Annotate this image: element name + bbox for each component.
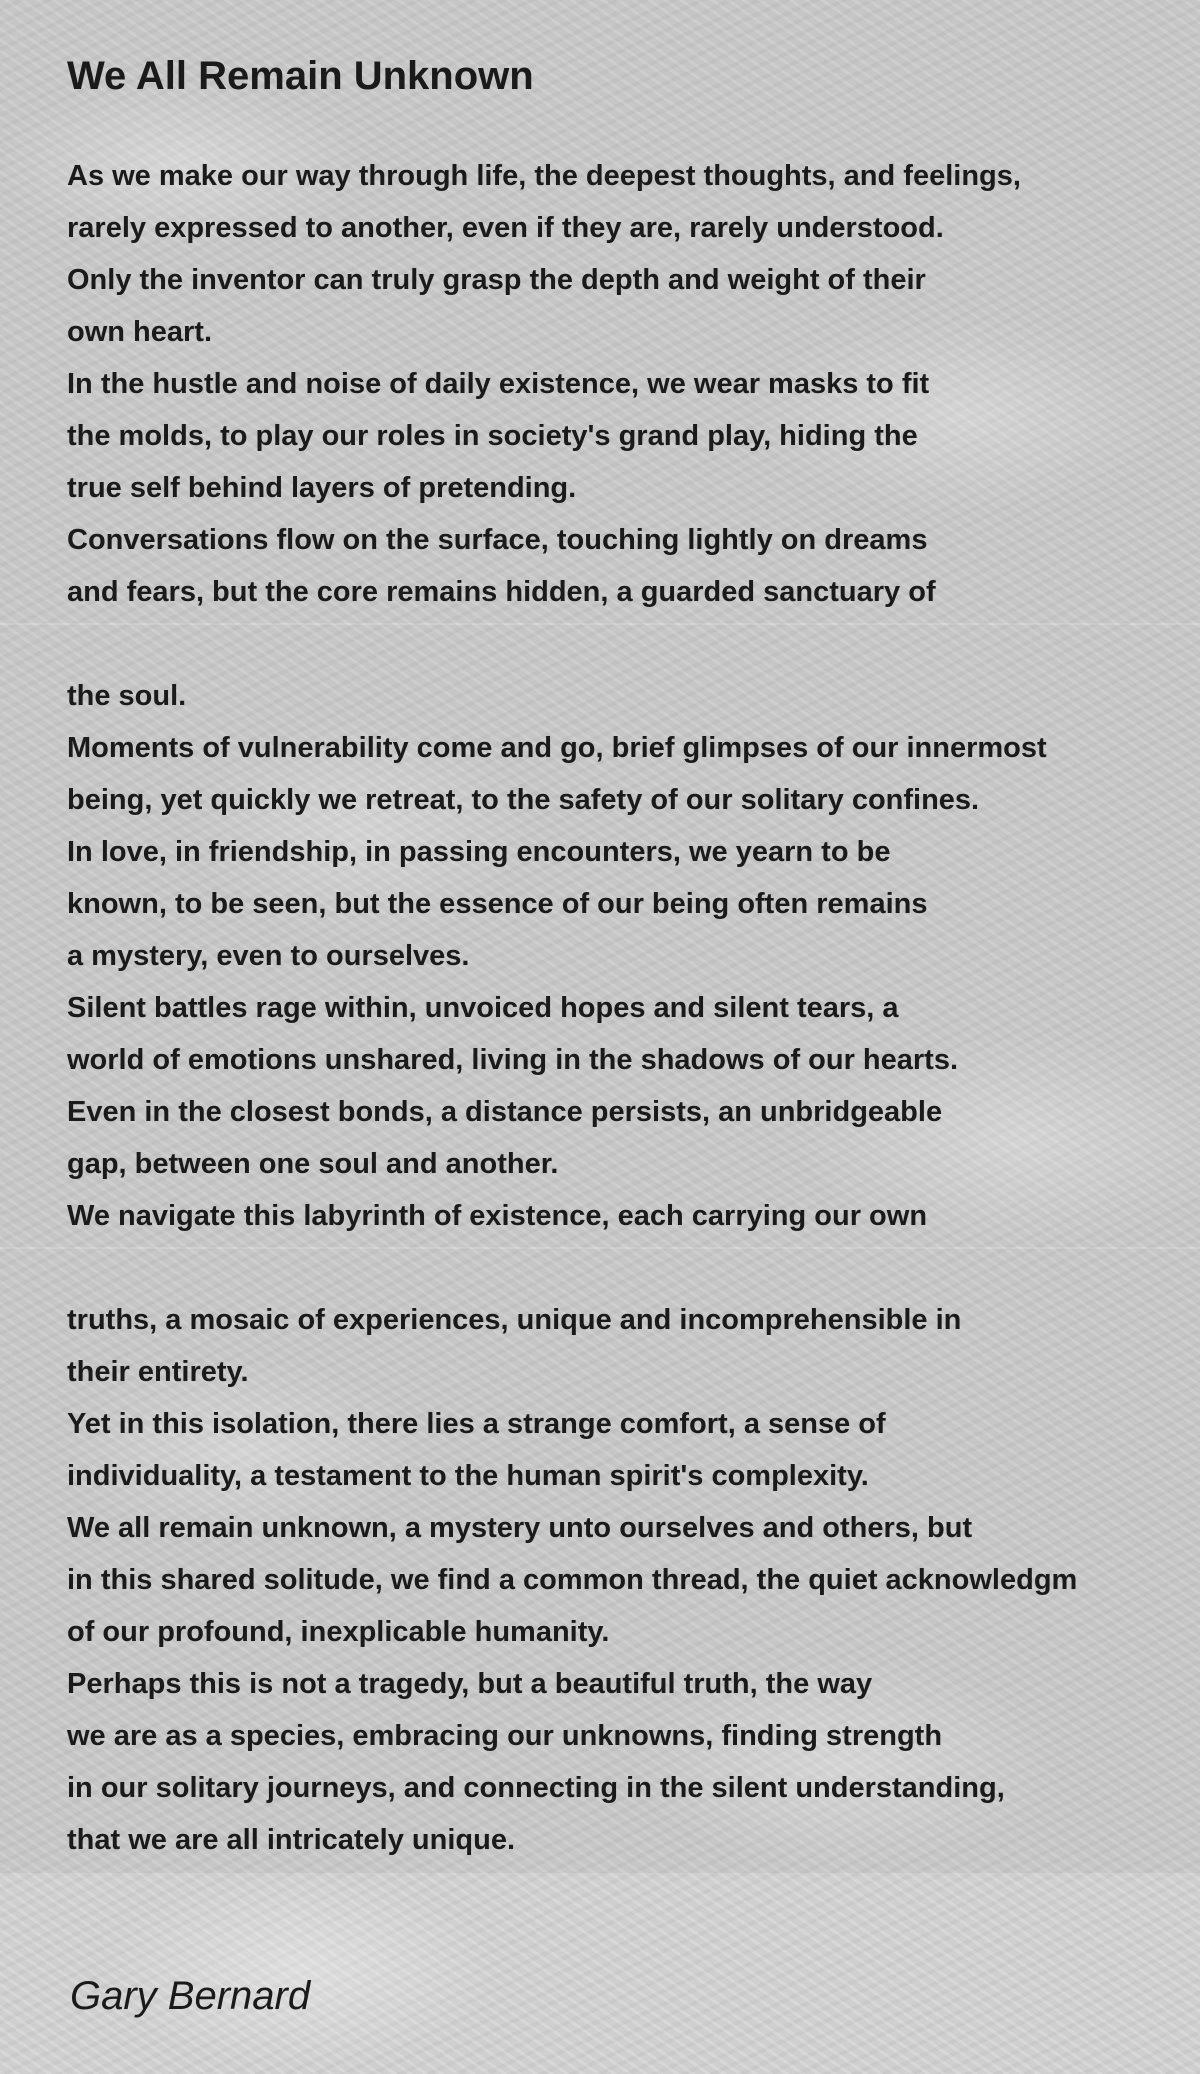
poem-line: the molds, to play our roles in society's grand play, hiding the <box>67 420 918 452</box>
poem-line: Moments of vulnerability come and go, brief glimpses of our innermost <box>67 732 1047 764</box>
page-break-spacer <box>67 1242 1200 1294</box>
poem-line: the soul. <box>67 680 187 712</box>
poem-author: Gary Bernard <box>70 1974 311 2018</box>
poem-line: of our profound, inexplicable humanity. <box>67 1616 610 1648</box>
poem-line: we are as a species, embracing our unknowns, finding strength <box>67 1720 943 1752</box>
poem-line: in our solitary journeys, and connecting in the silent understanding, <box>67 1772 1005 1804</box>
poem-line: individuality, a testament to the human spirit's complexity. <box>67 1460 869 1492</box>
poem-title: We All Remain Unknown <box>67 54 534 98</box>
poem-line: As we make our way through life, the deepest thoughts, and feelings, <box>67 160 1021 192</box>
poem-line: Even in the closest bonds, a distance persists, an unbridgeable <box>67 1096 943 1128</box>
poem-line: world of emotions unshared, living in the shadows of our hearts. <box>67 1044 959 1076</box>
poem-line: being, yet quickly we retreat, to the safety of our solitary confines. <box>67 784 980 816</box>
poem-line: a mystery, even to ourselves. <box>67 940 470 972</box>
poem-line: We all remain unknown, a mystery unto ourselves and others, but <box>67 1512 973 1544</box>
poem-line: own heart. <box>67 316 213 348</box>
poem-line: In love, in friendship, in passing encounters, we yearn to be <box>67 836 891 868</box>
poem-line: We navigate this labyrinth of existence, each carrying our own <box>67 1200 928 1232</box>
poem-line: that we are all intricately unique. <box>67 1824 516 1856</box>
poem-line: known, to be seen, but the essence of our being often remains <box>67 888 928 920</box>
poem-line: Silent battles rage within, unvoiced hopes and silent tears, a <box>67 992 899 1024</box>
poem-line: their entirety. <box>67 1356 249 1388</box>
poem-line: Yet in this isolation, there lies a strange comfort, a sense of <box>67 1408 886 1440</box>
poem-line: in this shared solitude, we find a common thread, the quiet acknowledgm <box>67 1564 1078 1596</box>
poem-line: truths, a mosaic of experiences, unique and incomprehensible in <box>67 1304 962 1336</box>
poem-line: true self behind layers of pretending. <box>67 472 577 504</box>
poem-line: Conversations flow on the surface, touching lightly on dreams <box>67 524 928 556</box>
poem-line: Perhaps this is not a tragedy, but a beautiful truth, the way <box>67 1668 873 1700</box>
poem-line: Only the inventor can truly grasp the depth and weight of their <box>67 264 926 296</box>
poem-line: In the hustle and noise of daily existence, we wear masks to fit <box>67 368 930 400</box>
page-break-spacer <box>67 618 1200 670</box>
poem-line: and fears, but the core remains hidden, a guarded sanctuary of <box>67 576 936 608</box>
poem-line: gap, between one soul and another. <box>67 1148 559 1180</box>
poem-line: rarely expressed to another, even if they are, rarely understood. <box>67 212 944 244</box>
poem-body <box>67 150 1200 1866</box>
